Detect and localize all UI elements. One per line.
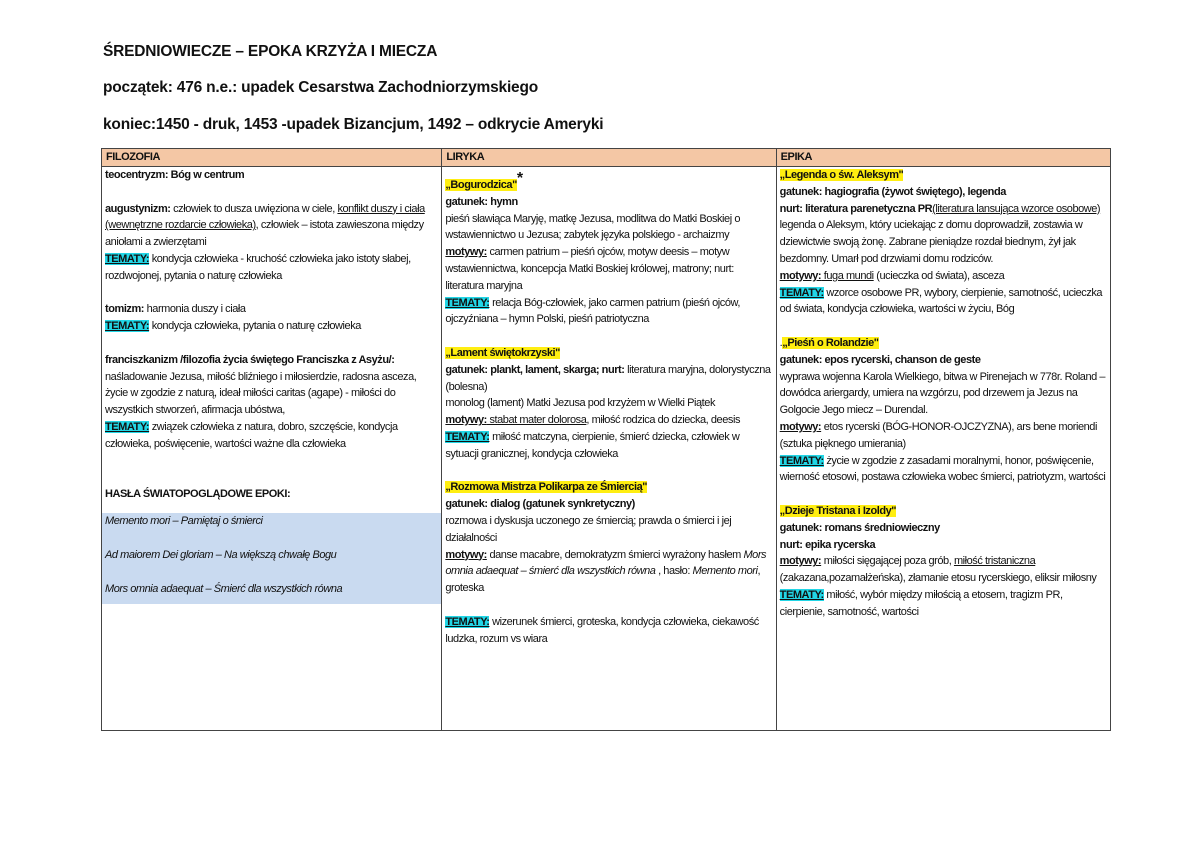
page-title: ŚREDNIOWIECZE – EPOKA KRZYŻA I MIECZA — [103, 43, 438, 60]
haslo-item: Memento mori – Pamiętaj o śmierci — [105, 514, 263, 527]
tematy-badge: TEMATY: — [105, 320, 150, 333]
column-header-epika: EPIKA — [776, 149, 1110, 167]
tristan-title: „Dzieje Tristana i Izoldy" — [779, 504, 897, 517]
tematy-badge: TEMATY: — [105, 420, 150, 433]
liryka-cell: „Bogurodzica"* gatunek: hymn pieśń sławiąca Maryję, matkę Jezusa, modlitwa do Matki Boskiej o wstawiennictwo u Jezusa; zabytek języka polskiego - archaizmy motywy: carmen patrium – pieśń ojców, motyw deesis – motyw wstawiennictwa, koncepcja Matki Boskiej królowej, matrony; nurt: literatura maryjna TEMATY: relacja Bóg-człowiek, jako carmen patrium (pieśń ojców, ojczyźniana – hymn Polski, pieśń patriotyczna „Lament świętokrzyski" gatunek: plankt, lament, skarga; nurt: literatura maryjna, dolorystyczna (bolesna) monolog (lament) Matki Jezusa pod krzyżem w Wielki Piątek motywy: stabat mater dolorosa, miłość rodzica do dziecka, deesis TEMATY: miłość matczyna, cierpienie, śmierć dziecka, człowiek w sytuacji granicznej, kondycja człowieka „Rozmowa Mistrza Polikarpa ze Śmiercią" gatunek: dialog (gatunek synkretyczny) rozmowa i dyskusja uczonego ze śmiercią; prawda o śmierci i jej działalności motywy: danse macabre, demokratyzm śmierci wyrażony hasłem Mors omnia adaequat – śmierć dla wszystkich równa , hasło: Memento mori, groteska TEMATY: wizerunek śmierci, groteska, kondycja człowieka, ciekawość ludzka, rozum vs wiara — [442, 167, 776, 731]
haslo-item: Ad maiorem Dei gloriam – Na większą chwałę Bogu — [105, 548, 337, 561]
tematy-badge: TEMATY: — [445, 615, 490, 628]
augustynizm-tematy: TEMATY: kondycja człowieka - kruchość człowieka jako istoty słabej, rozdwojonej, pytania o naturę człowieka — [105, 252, 411, 282]
table-content-row — [102, 167, 1111, 731]
tomizm: tomizm: harmonia duszy i ciała — [105, 303, 246, 316]
tematy-badge: TEMATY: — [105, 252, 150, 265]
teocentryzm: teocentryzm: Bóg w centrum — [105, 169, 245, 181]
tematy-badge: TEMATY: — [445, 296, 490, 309]
franciszkanizm: franciszkanizm /filozofia życia świętego Franciszka z Asyżu/: naśladowanie Jezusa, miłość bliźniego i miłosierdzie, radosna asceza, życie w zgodzie z naturą, ideał miłości caritas (agape) - miłości do wszystkich stworzeń, afirmacja ubóstwa, — [105, 353, 417, 417]
epoch-start: początek: 476 n.e.: upadek Cesarstwa Zachodniorzymskiego — [103, 79, 539, 96]
epoch-end: koniec:1450 - druk, 1453 -upadek Bizancjum, 1492 – odkrycie Ameryki — [103, 116, 604, 133]
augustynizm: augustynizm: człowiek to dusza uwięziona w ciele, konflikt duszy i ciała (wewnętrzne rozdarcie człowieka), człowiek – istota zawieszona między aniołami a zwierzętami — [105, 202, 425, 249]
tematy-badge: TEMATY: — [445, 430, 490, 443]
filozofia-cell — [102, 167, 442, 731]
franciszkanizm-tematy: TEMATY: związek człowieka z natura, dobro, szczęście, kondycja człowieka, poświęcenie, wartości ważne dla człowieka — [105, 420, 398, 450]
hasla-box — [102, 513, 441, 604]
column-header-filozofia: FILOZOFIA — [102, 149, 442, 167]
tomizm-tematy: TEMATY: kondycja człowieka, pytania o naturę człowieka — [105, 320, 361, 333]
table-header-row — [102, 149, 1111, 167]
tematy-badge: TEMATY: — [779, 286, 824, 299]
column-header-liryka: LIRYKA — [442, 149, 776, 167]
rozmowa-title: „Rozmowa Mistrza Polikarpa ze Śmiercią" — [445, 481, 648, 494]
tematy-badge: TEMATY: — [779, 588, 824, 601]
legenda-title: „Legenda o św. Aleksym" — [779, 169, 904, 181]
epoch-table — [101, 148, 1111, 731]
lament-title: „Lament świętokrzyski" — [445, 346, 560, 359]
hasla-heading: HASŁA ŚWIATOPOGLĄDOWE EPOKI: — [105, 488, 291, 501]
epika-cell: „Legenda o św. Aleksym" gatunek: hagiografia (żywot świętego), legenda nurt: literatura parenetyczna PR(literatura lansująca wzorce osobowe) legenda o Aleksym, który uciekając z domu doprowadził, zostawia w dziewictwie swoją żonę. Zabrane pieniądze rozdał biednym, żył jak bezdomny. Umarł pod drzwiami domu rodziców. motywy: fuga mundi (ucieczka od świata), asceza TEMATY: wzorce osobowe PR, wybory, cierpienie, samotność, ucieczka od świata, kondycja człowieka, wartości w życiu, Bóg .„Pieśń o Rolandzie" gatunek: epos rycerski, chanson de geste wyprawa wojenna Karola Wielkiego, bitwa w Pirenejach w 778r. Roland – dowódca ariergardy, umiera na wzgórzu, pod drzewem ja Jezus na Golgocie Jego miecz – Durendal. motywy: etos rycerski (BÓG-HONOR-OJCZYZNA), ars bene moriendi (sztuka pięknego umierania) TEMATY: życie w zgodzie z zasadami moralnymi, honor, poświęcenie, wierność etosowi, postawa człowieka wobec śmierci, patriotyzm, wartości „Dzieje Tristana i Izoldy" gatunek: romans średniowieczny nurt: epika rycerska motywy: miłości sięgającej poza grób, miłość tristaniczna (zakazana,pozamałżeńska), złamanie etosu rycerskiego, eliksir miłosny TEMATY: miłość, wybór między miłością a etosem, tragizm PR, cierpienie, samotność, wartości — [776, 167, 1110, 731]
star-icon: * — [516, 170, 523, 187]
piesn-title: .„Pieśń o Rolandzie" — [779, 336, 879, 349]
tematy-badge: TEMATY: — [779, 454, 824, 467]
haslo-item: Mors omnia adaequat – Śmierć dla wszystkich równa — [105, 582, 343, 595]
bogurodzica-title: „Bogurodzica"* — [445, 170, 523, 191]
